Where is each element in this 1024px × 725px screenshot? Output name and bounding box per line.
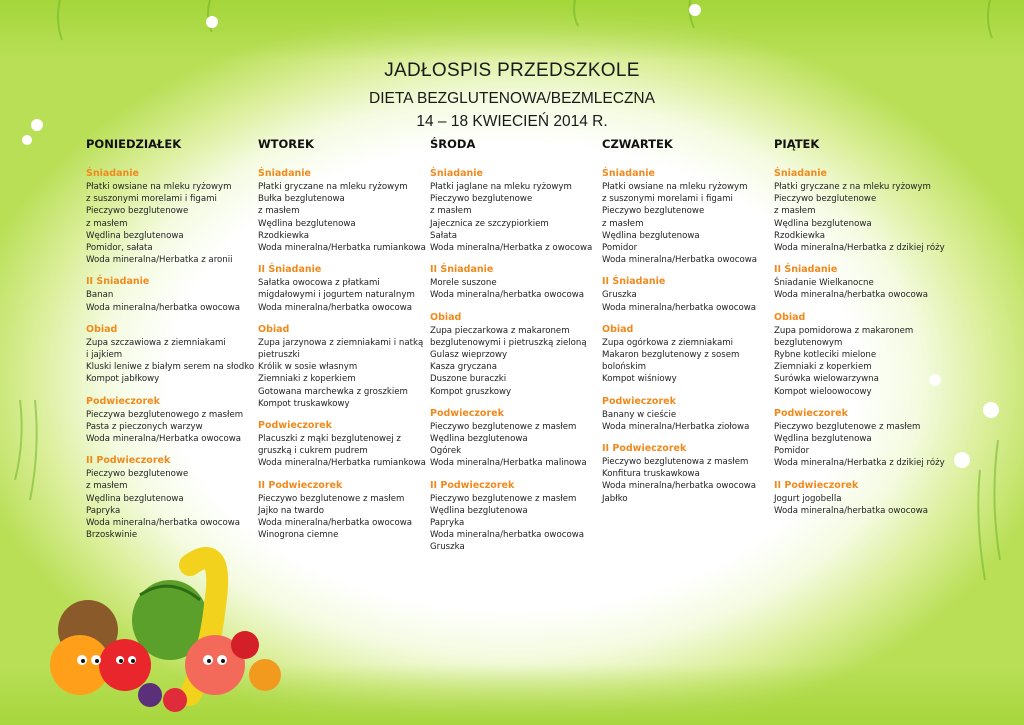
menu-item: Zupa szczawiowa z ziemniakami [86, 337, 226, 348]
menu-item: Pieczywo bezglutenowe [86, 206, 189, 217]
menu-item: Woda mineralna/Herbatka z dzikiej róży [774, 243, 945, 254]
menu-item: Brzoskwinie [86, 530, 138, 541]
menu-item: Wędlina bezglutenowa [774, 218, 872, 229]
menu-item: Woda mineralna/herbatka owocowa [86, 302, 240, 313]
menu-item: Wędlina bezglutenowa [774, 434, 872, 445]
menu-item: z masłem [258, 206, 300, 217]
menu-item: migdałowymi i jogurtem naturalnym [258, 290, 415, 301]
menu-item: Zupa ogórkowa z ziemniakami [602, 337, 733, 348]
menu-item: bezglutenowym [774, 337, 843, 348]
menu-item: Pieczywo bezglutenowe [430, 194, 533, 205]
menu-item: Pieczywo bezglutenowe z masłem [430, 421, 577, 432]
menu-item: Kompot jabłkowy [86, 374, 160, 385]
meal-title: Śniadanie [774, 168, 827, 179]
meal-title: Podwieczorek [258, 420, 332, 432]
menu-item: Woda mineralna/Herbatka z aronii [86, 255, 233, 266]
menu-item: Gulasz wieprzowy [430, 350, 508, 361]
diet-subtitle: DIETA BEZGLUTENOWA/BEZMLECZNA [369, 90, 655, 107]
date-range: 14 – 18 KWIECIEŃ 2014 R. [416, 113, 608, 130]
menu-item: Rzodkiewka [258, 230, 309, 241]
menu-item: Kompot gruszkowy [430, 386, 512, 397]
menu-item: Jajecznica ze szczypiorkiem [430, 218, 549, 229]
menu-item: Woda mineralna/herbatka owocowa [258, 518, 412, 529]
meal-title: II Śniadanie [774, 264, 838, 276]
menu-item: Pieczywa bezglutenowego z masłem [86, 409, 244, 420]
menu-item: Papryka [86, 505, 121, 516]
meal-title: II Podwieczorek [86, 455, 171, 467]
menu-item: Kluski leniwe z białym serem na słodko [86, 362, 255, 373]
menu-item: Kasza gryczana [430, 362, 498, 373]
menu-item: Ziemniaki z koperkiem [258, 374, 356, 385]
day-name: CZWARTEK [602, 137, 673, 151]
meal-title: II Podwieczorek [430, 479, 515, 491]
menu-item: Wędlina bezglutenowa [258, 218, 356, 229]
meal-title: Podwieczorek [602, 395, 676, 407]
menu-item: Sałata [430, 230, 458, 241]
menu-item: Woda mineralna/Herbatka z dzikiej róży [774, 458, 945, 469]
meal-title: II Podwieczorek [258, 479, 343, 491]
menu-item: Wędlina bezglutenowa [602, 230, 700, 241]
menu-item: Woda mineralna/herbatka owocowa [602, 302, 756, 313]
meal-title: Podwieczorek [86, 395, 160, 407]
menu-item: Śniadanie Wielkanocne [774, 278, 874, 289]
meal-title: Śniadanie [258, 168, 311, 179]
menu-item: Sałatka owocowa z płatkami [258, 278, 380, 289]
menu-item: Jajko na twardo [258, 505, 325, 516]
menu-item: Woda mineralna/herbatka owocowa [86, 518, 240, 529]
menu-item: z masłem [430, 206, 472, 217]
menu-item: Pieczywo bezglutenowe [602, 206, 705, 217]
menu-item: bolońskim [602, 362, 647, 373]
menu-item: Pieczywo bezglutenowa z masłem [602, 457, 749, 468]
menu-item: Jabłko [602, 493, 628, 504]
menu-item: Zupa pieczarkowa z makaronem [430, 325, 570, 336]
menu-item: Placuszki z mąki bezglutenowej z [258, 434, 401, 445]
menu-item: Makaron bezglutenowy z sosem [602, 350, 740, 361]
meal-title: Obiad [602, 323, 634, 335]
day-name: PIĄTEK [774, 137, 820, 151]
day-column [430, 137, 595, 554]
menu-item: z masłem [86, 481, 128, 492]
menu-item: Pomidor, sałata [86, 243, 153, 254]
menu-item: Zupa jarzynowa z ziemniakami i natką [258, 337, 424, 348]
menu-item: z suszonymi morelami i figami [86, 194, 217, 205]
menu-item: Kompot truskawkowy [258, 398, 350, 409]
meal-title: II Śniadanie [258, 264, 322, 276]
menu-item: pietruszki [258, 350, 300, 361]
menu-item: i jajkiem [86, 350, 123, 361]
menu-item: Konfitura truskawkowa [602, 469, 700, 480]
day-column [258, 137, 426, 541]
menu-item: Woda mineralna/herbatka owocowa [774, 290, 928, 301]
menu-item: Rybne kotleciki mielone [774, 350, 877, 361]
meal-title: II Śniadanie [602, 276, 666, 288]
meal-title: II Śniadanie [86, 276, 150, 288]
menu-item: Gruszka [602, 290, 637, 301]
menu-item: Wędlina bezglutenowa [86, 493, 184, 504]
menu-item: Jogurt jogobella [774, 493, 842, 504]
meal-title: II Podwieczorek [602, 443, 687, 455]
meal-title: Podwieczorek [774, 407, 848, 419]
menu-item: Ogórek [430, 446, 462, 457]
meal-title: Obiad [774, 311, 806, 323]
menu-item: z masłem [774, 206, 816, 217]
menu-item: Kompot wieloowocowy [774, 386, 872, 397]
day-name: PONIEDZIAŁEK [86, 137, 182, 151]
menu-item: bezglutenowymi i pietruszką zieloną [430, 337, 587, 348]
fruit-characters-icon [40, 545, 290, 720]
meal-title: II Śniadanie [430, 264, 494, 276]
menu-item: Pieczywo bezglutenowe [774, 194, 877, 205]
menu-item: Płatki owsiane na mleku ryżowym [86, 182, 232, 192]
day-column [774, 137, 945, 517]
menu-item: Woda mineralna/Herbatka rumiankowa [258, 458, 426, 469]
menu-item: Gotowana marchewka z groszkiem [258, 386, 408, 397]
menu-item: Surówka wielowarzywna [774, 374, 879, 385]
menu-item: Zupa pomidorowa z makaronem [774, 325, 914, 336]
menu-item: Pomidor [774, 446, 810, 457]
menu-item: Banany w cieście [602, 409, 677, 420]
menu-item: Królik w sosie własnym [258, 362, 358, 373]
menu-item: Pasta z pieczonych warzyw [86, 421, 203, 432]
menu-item: Woda mineralna/Herbatka rumiankowa [258, 243, 426, 254]
meal-title: Obiad [86, 323, 118, 335]
menu-item: Wędlina bezglutenowa [430, 434, 528, 445]
menu-item: Woda mineralna/herbatka owocowa [430, 290, 584, 301]
menu-item: Pomidor [602, 243, 638, 254]
page-title: JADŁOSPIS PRZEDSZKOLE [384, 60, 640, 81]
menu-item: Wędlina bezglutenowa [86, 230, 184, 241]
day-column [602, 137, 767, 505]
menu-item: Płatki gryczane z na mleku ryżowym [774, 182, 931, 192]
meal-title: Obiad [258, 323, 290, 335]
menu-item: Woda mineralna/herbatka owocowa [430, 530, 584, 541]
menu-item: Papryka [430, 518, 465, 529]
menu-item: Woda mineralna/Herbatka malinowa [430, 458, 587, 469]
meal-title: Śniadanie [602, 168, 655, 179]
menu-item: Woda mineralna/herbatka owocowa [602, 481, 756, 492]
menu-item: Wędlina bezglutenowa [430, 505, 528, 516]
menu-item: Woda mineralna/Herbatka owocowa [86, 434, 242, 445]
meal-title: Obiad [430, 311, 462, 323]
menu-item: Pieczywo bezglutenowe z masłem [258, 493, 405, 504]
menu-item: Pieczywo bezglutenowe z masłem [430, 493, 577, 504]
menu-item: Bułka bezglutenowa [258, 194, 345, 205]
menu-item: z masłem [602, 218, 644, 229]
menu-item: Morele suszone [430, 278, 497, 289]
menu-item: Pieczywo bezglutenowe [86, 469, 189, 480]
menu-item: z suszonymi morelami i figami [602, 194, 733, 205]
menu-item: Kompot wiśniowy [602, 374, 677, 385]
menu-item: Woda mineralna/Herbatka owocowa [602, 255, 758, 266]
menu-item: Woda mineralna/herbatka owocowa [258, 302, 412, 313]
meal-title: II Podwieczorek [774, 479, 859, 491]
menu-item: Woda mineralna/Herbatka ziołowa [602, 421, 750, 432]
day-name: ŚRODA [430, 137, 476, 151]
menu-item: Gruszka [430, 542, 465, 553]
menu-item: gruszką i cukrem pudrem [258, 446, 368, 457]
day-name: WTOREK [258, 137, 314, 151]
menu-item: Rzodkiewka [774, 230, 825, 241]
day-column [86, 137, 255, 541]
meal-title: Śniadanie [430, 168, 483, 179]
meal-title: Śniadanie [86, 168, 139, 179]
menu-item: Płatki owsiane na mleku ryżowym [602, 182, 748, 192]
menu-item: Płatki gryczane na mleku ryżowym [258, 182, 408, 192]
menu-item: z masłem [86, 218, 128, 229]
menu-item: Winogrona ciemne [258, 530, 339, 541]
menu-item: Pieczywo bezglutenowe z masłem [774, 421, 921, 432]
menu-item: Banan [86, 290, 114, 301]
menu-item: Płatki jaglane na mleku ryżowym [430, 182, 572, 192]
menu-item: Woda mineralna/herbatka owocowa [774, 505, 928, 516]
menu-item: Ziemniaki z koperkiem [774, 362, 872, 373]
menu-item: Woda mineralna/Herbatka z owocowa [430, 243, 593, 254]
menu-item: Duszone buraczki [430, 374, 507, 385]
meal-title: Podwieczorek [430, 407, 504, 419]
